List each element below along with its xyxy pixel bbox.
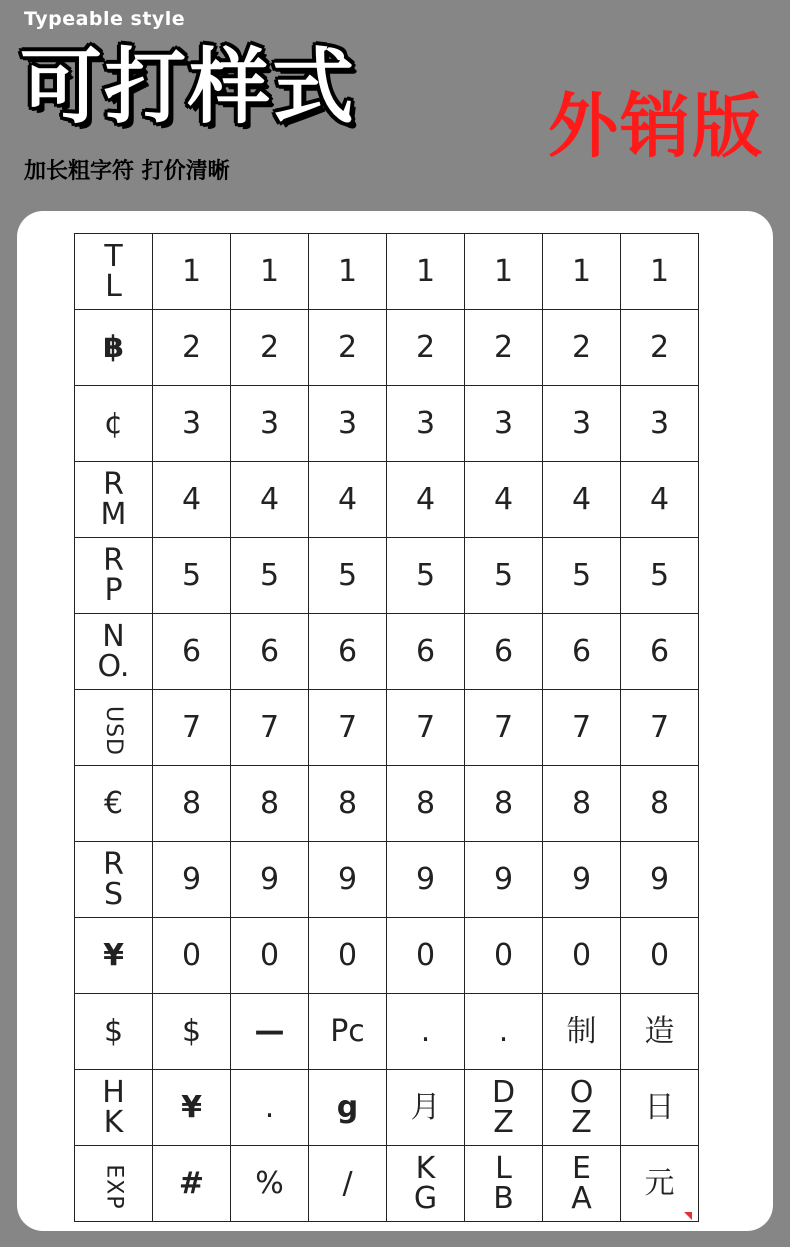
cell-top-char: E bbox=[572, 1150, 591, 1186]
grid-cell: 2 bbox=[387, 310, 465, 386]
grid-row bbox=[75, 918, 699, 994]
grid-cell: 6 bbox=[231, 614, 309, 690]
grid-cell: 6 bbox=[543, 614, 621, 690]
grid-row bbox=[75, 842, 699, 918]
cell-top-char: D bbox=[491, 1074, 516, 1110]
grid-cell bbox=[75, 690, 153, 766]
export-version-label: 外销版 bbox=[548, 85, 764, 167]
grid-cell: ¥ bbox=[153, 1070, 231, 1146]
grid-cell: 4 bbox=[621, 462, 699, 538]
grid-cell bbox=[465, 1146, 543, 1222]
grid-cell: ฿ bbox=[75, 310, 153, 386]
grid-cell bbox=[387, 1146, 465, 1222]
grid-row bbox=[75, 690, 699, 766]
grid-cell: 8 bbox=[309, 766, 387, 842]
cell-bottom-char: A bbox=[571, 1180, 592, 1216]
grid-cell: . bbox=[231, 1070, 309, 1146]
grid-cell: 1 bbox=[309, 234, 387, 310]
grid-cell: 5 bbox=[153, 538, 231, 614]
grid-cell: 3 bbox=[231, 386, 309, 462]
grid-cell: 7 bbox=[543, 690, 621, 766]
cell-bottom-char: Z bbox=[571, 1104, 592, 1140]
cell-top-char: R bbox=[103, 466, 124, 502]
grid-cell: 0 bbox=[231, 918, 309, 994]
grid-cell: g bbox=[309, 1070, 387, 1146]
grid-cell: 9 bbox=[387, 842, 465, 918]
grid-cell: / bbox=[309, 1146, 387, 1222]
grid-cell: 5 bbox=[621, 538, 699, 614]
grid-row bbox=[75, 310, 699, 386]
grid-cell: 3 bbox=[309, 386, 387, 462]
grid-cell: 0 bbox=[465, 918, 543, 994]
grid-cell: 1 bbox=[621, 234, 699, 310]
grid-cell: 4 bbox=[153, 462, 231, 538]
cell-rotated-text: EXP bbox=[101, 1163, 127, 1210]
grid-cell: 5 bbox=[309, 538, 387, 614]
grid-cell bbox=[465, 1070, 543, 1146]
header bbox=[0, 0, 790, 212]
grid-cell: $ bbox=[75, 994, 153, 1070]
cell-rotated-text: USD bbox=[101, 705, 127, 756]
grid-cell: 0 bbox=[387, 918, 465, 994]
grid-cell: 造 bbox=[621, 994, 699, 1070]
grid-cell: ¢ bbox=[75, 386, 153, 462]
grid-cell bbox=[75, 234, 153, 310]
grid-cell: 7 bbox=[465, 690, 543, 766]
cell-top-char: T bbox=[104, 238, 123, 274]
grid-cell: 6 bbox=[465, 614, 543, 690]
grid-cell: 4 bbox=[543, 462, 621, 538]
cell-top-char: H bbox=[102, 1074, 125, 1110]
grid-cell: 0 bbox=[153, 918, 231, 994]
grid-cell: 6 bbox=[153, 614, 231, 690]
grid-cell: 1 bbox=[465, 234, 543, 310]
grid-cell: 4 bbox=[465, 462, 543, 538]
cell-top-char: N bbox=[102, 618, 125, 654]
grid-cell bbox=[75, 614, 153, 690]
grid-cell: 8 bbox=[621, 766, 699, 842]
grid-cell: 4 bbox=[231, 462, 309, 538]
cell-bottom-char: O. bbox=[97, 648, 130, 684]
grid-cell: 8 bbox=[153, 766, 231, 842]
grid-cell: 5 bbox=[543, 538, 621, 614]
grid-cell: 9 bbox=[153, 842, 231, 918]
grid-cell: 2 bbox=[153, 310, 231, 386]
grid-cell: 元 bbox=[621, 1146, 699, 1222]
cell-bottom-char: G bbox=[413, 1180, 438, 1216]
character-grid bbox=[74, 233, 699, 1222]
grid-cell: 8 bbox=[543, 766, 621, 842]
cell-top-char: R bbox=[103, 846, 124, 882]
grid-cell: 9 bbox=[309, 842, 387, 918]
cell-bottom-char: L bbox=[105, 268, 122, 304]
grid-cell: . bbox=[387, 994, 465, 1070]
grid-cell: 3 bbox=[621, 386, 699, 462]
grid-cell: 3 bbox=[465, 386, 543, 462]
grid-cell: 5 bbox=[465, 538, 543, 614]
grid-cell bbox=[75, 1146, 153, 1222]
grid-cell: 8 bbox=[387, 766, 465, 842]
grid-cell: 2 bbox=[621, 310, 699, 386]
grid-cell: 8 bbox=[465, 766, 543, 842]
grid-cell: . bbox=[465, 994, 543, 1070]
grid-cell: 5 bbox=[231, 538, 309, 614]
grid-row bbox=[75, 1070, 699, 1146]
cell-bottom-char: K bbox=[103, 1104, 124, 1140]
subtitle-en: Typeable style bbox=[24, 8, 186, 30]
grid-cell: 7 bbox=[387, 690, 465, 766]
cell-bottom-char: M bbox=[100, 496, 127, 532]
grid-cell: 月 bbox=[387, 1070, 465, 1146]
grid-cell bbox=[75, 462, 153, 538]
grid-cell: 1 bbox=[153, 234, 231, 310]
grid-cell: 3 bbox=[387, 386, 465, 462]
grid-cell: 6 bbox=[309, 614, 387, 690]
grid-cell: 0 bbox=[309, 918, 387, 994]
grid-cell: — bbox=[231, 994, 309, 1070]
grid-cell: 2 bbox=[465, 310, 543, 386]
grid-row bbox=[75, 614, 699, 690]
grid-cell: 6 bbox=[387, 614, 465, 690]
grid-cell: 8 bbox=[231, 766, 309, 842]
cell-top-char: L bbox=[495, 1150, 512, 1186]
grid-cell: 3 bbox=[153, 386, 231, 462]
grid-cell: 6 bbox=[621, 614, 699, 690]
grid-cell: 5 bbox=[387, 538, 465, 614]
grid-cell: 制 bbox=[543, 994, 621, 1070]
page-title: 可打样式 bbox=[20, 40, 357, 135]
grid-cell: 0 bbox=[621, 918, 699, 994]
grid-row bbox=[75, 766, 699, 842]
grid-cell: 3 bbox=[543, 386, 621, 462]
grid-cell: 2 bbox=[231, 310, 309, 386]
grid-cell: 9 bbox=[465, 842, 543, 918]
cell-bottom-char: P bbox=[104, 572, 123, 608]
grid-row bbox=[75, 234, 699, 310]
grid-cell: 7 bbox=[153, 690, 231, 766]
grid-cell: 4 bbox=[387, 462, 465, 538]
cell-top-char: O bbox=[569, 1074, 594, 1110]
grid-cell bbox=[543, 1070, 621, 1146]
grid-cell: $ bbox=[153, 994, 231, 1070]
cell-top-char: R bbox=[103, 542, 124, 578]
grid-cell: 1 bbox=[387, 234, 465, 310]
grid-cell: 日 bbox=[621, 1070, 699, 1146]
grid-cell: Pc bbox=[309, 994, 387, 1070]
grid-cell bbox=[75, 842, 153, 918]
grid-cell bbox=[75, 1070, 153, 1146]
grid-cell: 9 bbox=[621, 842, 699, 918]
grid-row bbox=[75, 1146, 699, 1222]
tagline: 加长粗字符 打价清晰 bbox=[24, 159, 230, 184]
grid-cell: ¥ bbox=[75, 918, 153, 994]
cell-top-char: K bbox=[415, 1150, 436, 1186]
grid-cell: 0 bbox=[543, 918, 621, 994]
corner-mark bbox=[684, 1212, 692, 1220]
cell-bottom-char: Z bbox=[493, 1104, 514, 1140]
grid-cell: 4 bbox=[309, 462, 387, 538]
grid-cell: 7 bbox=[231, 690, 309, 766]
grid-row bbox=[75, 994, 699, 1070]
grid-cell: % bbox=[231, 1146, 309, 1222]
grid-cell: 1 bbox=[231, 234, 309, 310]
grid-cell: 2 bbox=[309, 310, 387, 386]
grid-cell: 7 bbox=[309, 690, 387, 766]
grid-cell: € bbox=[75, 766, 153, 842]
grid-row bbox=[75, 462, 699, 538]
grid-row bbox=[75, 538, 699, 614]
grid-cell: 1 bbox=[543, 234, 621, 310]
grid-cell bbox=[543, 1146, 621, 1222]
grid-row bbox=[75, 386, 699, 462]
grid-cell: 2 bbox=[543, 310, 621, 386]
grid-cell: # bbox=[153, 1146, 231, 1222]
grid-cell bbox=[75, 538, 153, 614]
grid-cell: 7 bbox=[621, 690, 699, 766]
grid-cell: 9 bbox=[231, 842, 309, 918]
cell-bottom-char: S bbox=[103, 876, 124, 912]
cell-bottom-char: B bbox=[493, 1180, 514, 1216]
grid-cell: 9 bbox=[543, 842, 621, 918]
